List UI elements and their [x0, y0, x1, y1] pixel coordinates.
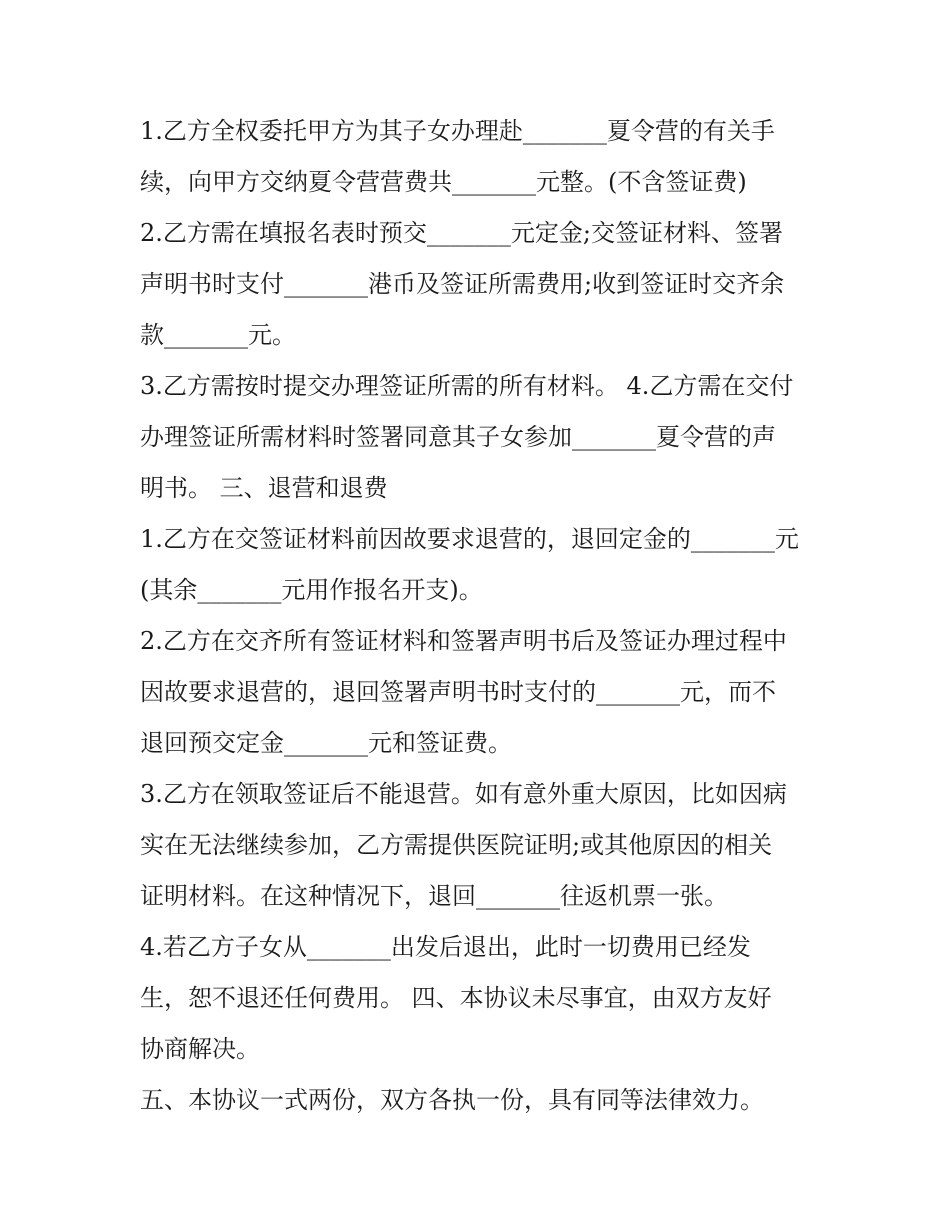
text-line-19: 协商解决。: [140, 1035, 260, 1063]
text-line-13: 退回预交定金_______元和签证费。: [140, 729, 512, 757]
text-line-14: 3.乙方在领取签证后不能退营。如有意外重大原因，比如因病: [140, 780, 787, 808]
text-line-10: (其余_______元用作报名开支)。: [140, 576, 483, 604]
text-line-1: 1.乙方全权委托甲方为其子女办理赴_______夏令营的有关手: [140, 117, 775, 145]
text-line-20: 五、本协议一式两份，双方各执一份，具有同等法律效力。: [140, 1086, 764, 1114]
text-line-18: 生，恕不退还任何费用。 四、本协议未尽事宜，由双方友好: [140, 984, 772, 1012]
text-line-17: 4.若乙方子女从_______出发后退出，此时一切费用已经发: [140, 933, 751, 961]
text-line-9: 1.乙方在交签证材料前因故要求退营的，退回定金的_______元: [140, 525, 799, 553]
text-line-7: 办理签证所需材料时签署同意其子女参加_______夏令营的声: [140, 423, 776, 451]
text-line-4: 声明书时支付_______港币及签证所需费用;收到签证时交齐余: [140, 270, 785, 298]
document-body: [140, 106, 820, 1126]
text-line-15: 实在无法继续参加，乙方需提供医院证明;或其他原因的相关: [140, 831, 773, 859]
text-line-3: 2.乙方需在填报名表时预交_______元定金;交签证材料、签署: [140, 219, 783, 247]
text-line-16: 证明材料。在这种情况下，退回_______往返机票一张。: [140, 882, 728, 910]
text-line-12: 因故要求退营的，退回签署声明书时支付的_______元，而不: [140, 678, 776, 706]
text-line-2: 续，向甲方交纳夏令营营费共_______元整。(不含签证费): [140, 168, 747, 196]
text-line-6: 3.乙方需按时提交办理签证所需的所有材料。 4.乙方需在交付: [140, 372, 794, 400]
text-line-11: 2.乙方在交齐所有签证材料和签署声明书后及签证办理过程中: [140, 627, 787, 655]
text-line-8: 明书。 三、退营和退费: [140, 474, 388, 502]
text-line-5: 款_______元。: [140, 321, 296, 349]
